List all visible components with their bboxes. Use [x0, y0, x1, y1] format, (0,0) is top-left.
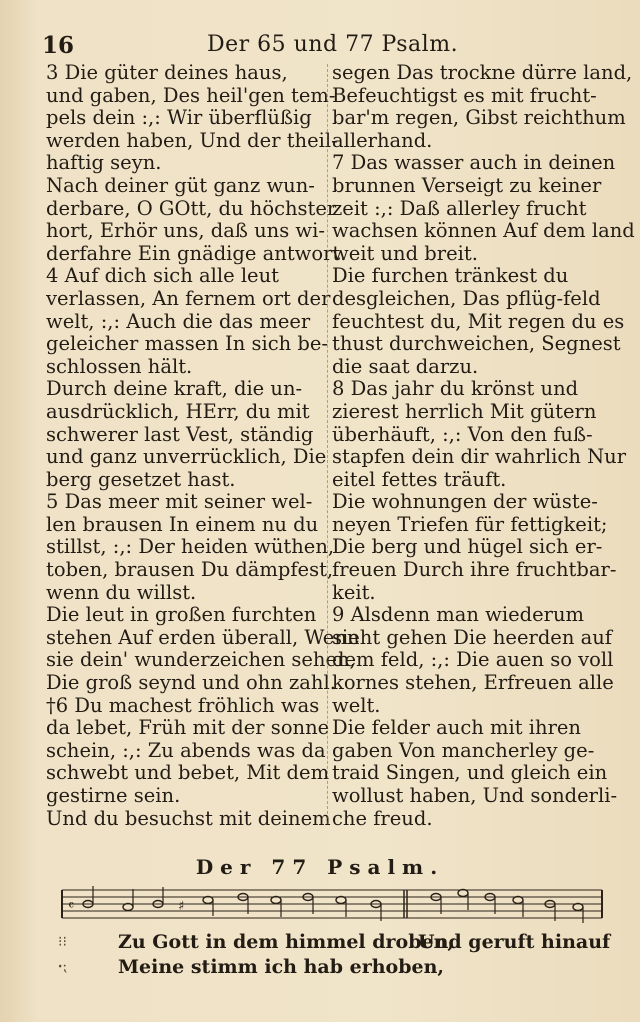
text-line: und gaben, Des heil'gen tem- [46, 83, 336, 107]
lyrics-refrain: Und geruft hinauf [418, 931, 611, 953]
text-line: traid Singen, und gleich ein [332, 761, 608, 785]
text-line: toben, brausen Du dämpfest, [46, 558, 334, 582]
text-line: geleicher massen In sich be- [46, 332, 328, 356]
text-line: welt. [332, 693, 381, 717]
text-line: weit und breit. [332, 241, 478, 265]
text-line: keit. [332, 580, 376, 604]
text-line: schlossen hält. [46, 354, 193, 378]
text-line: desgleichen, Das pflüg-feld [332, 286, 601, 310]
text-line: zierest herrlich Mit gütern [332, 399, 597, 423]
text-line: zeit :,: Daß allerley frucht [332, 196, 587, 220]
text-line: Die furchen tränkest du [332, 264, 569, 288]
text-line: werden haben, Und der theil- [46, 128, 338, 152]
text-line: stillst, :,: Der heiden wüthen, [46, 535, 335, 559]
lyrics-line: Zu Gott in dem himmel droben, [118, 931, 455, 953]
text-line: sie dein' wunderzeichen sehen, [46, 648, 356, 672]
text-line: 3 Die güter deines haus, [46, 61, 288, 84]
text-line: Die leut in großen furchten [46, 603, 317, 627]
hymn-title: Der 77 Psalm. [195, 855, 445, 879]
music-staff [58, 886, 606, 924]
page-number: 16 [42, 32, 75, 59]
text-line: derbare, O GOtt, du höchster [46, 196, 337, 220]
text-line: len brausen In einem nu du [46, 512, 319, 536]
text-line: Und du besuchst mit deinem [46, 806, 331, 830]
lyrics-row [118, 930, 618, 955]
text-line: sieht gehen Die heerden auf [332, 625, 613, 649]
text-line: pels dein :,: Wir überflüßig [46, 106, 312, 130]
text-line: Die felder auch mit ihren [332, 716, 581, 740]
hymn-lyrics [118, 930, 618, 980]
text-line: haftig seyn. [46, 151, 162, 175]
text-line: 4 Auf dich sich alle leut [46, 264, 279, 288]
text-line: ausdrücklich, HErr, du mit [46, 399, 310, 423]
text-line: Nach deiner güt ganz wun- [46, 173, 315, 197]
text-line: bar'm regen, Gibst reichthum [332, 106, 626, 130]
text-line: Die groß seynd und ohn zahl. [46, 671, 336, 695]
page-header [42, 30, 620, 64]
text-line: hort, Erhör uns, daß uns wi- [46, 219, 325, 243]
svg-text:♯: ♯ [178, 899, 185, 914]
text-line: allerhand. [332, 128, 433, 152]
lyrics-row [118, 955, 618, 980]
text-line: berg gesetzet hast. [46, 467, 236, 491]
text-line: 8 Das jahr du krönst und [332, 377, 579, 401]
text-line: feuchtest du, Mit regen du es [332, 309, 625, 333]
text-line: wachsen können Auf dem land [332, 219, 635, 243]
svg-text:𝄴: 𝄴 [68, 898, 75, 914]
text-line: gestirne sein. [46, 784, 181, 807]
text-line: Die berg und hügel sich er- [332, 535, 603, 559]
text-line: wenn du willst. [46, 580, 197, 604]
text-line: segen Das trockne dürre land, [332, 61, 633, 84]
text-line: eitel fettes träuft. [332, 467, 507, 491]
text-line: Durch deine kraft, die un- [46, 377, 303, 401]
text-line: überhäuft, :,: Von den fuß- [332, 422, 593, 446]
text-line: gaben Von mancherley ge- [332, 738, 595, 762]
text-line: derfahre Ein gnädige antwort. [46, 241, 347, 265]
text-line: Die wohnungen der wüste- [332, 490, 598, 514]
text-line: freuen Durch ihre fruchtbar- [332, 558, 617, 582]
text-line: stapfen dein dir wahrlich Nur [332, 445, 627, 469]
column-divider [327, 64, 328, 824]
text-line: und ganz unverrücklich, Die [46, 445, 327, 469]
margin-marks: ⁝⁝ ꞏ⁏ [58, 934, 68, 975]
text-line: schwebt und bebet, Mit dem [46, 761, 330, 785]
text-line: schein, :,: Zu abends was da [46, 738, 326, 762]
text-line: schwerer last Vest, ständig [46, 422, 314, 446]
text-line: wollust haben, Und sonderli- [332, 784, 618, 807]
text-line: verlassen, An fernem ort der [46, 286, 331, 310]
text-line: dem feld, :,: Die auen so voll [332, 648, 614, 672]
lyrics-line: Meine stimm ich hab erhoben, [118, 956, 444, 978]
text-line: †6 Du machest fröhlich was [46, 693, 320, 717]
text-line: welt, :,: Auch die das meer [46, 309, 311, 333]
text-line: Befeuchtigst es mit frucht- [332, 83, 597, 107]
running-title: Der 65 und 77 Psalm. [207, 32, 459, 57]
text-line: kornes stehen, Erfreuen alle [332, 671, 614, 695]
text-line: stehen Auf erden überall, Wenn [46, 625, 360, 649]
text-line: 9 Alsdenn man wiederum [332, 603, 585, 627]
text-line: neyen Triefen für fettigkeit; [332, 512, 608, 536]
text-line: che freud. [332, 806, 433, 830]
text-line: brunnen Verseigt zu keiner [332, 173, 602, 197]
right-column [332, 61, 635, 830]
text-line: 7 Das wasser auch in deinen [332, 151, 616, 175]
text-line: die saat darzu. [332, 354, 479, 378]
text-line: da lebet, Früh mit der sonne [46, 716, 330, 740]
text-line: 5 Das meer mit seiner wel- [46, 490, 313, 514]
text-line: thust durchweichen, Segnest [332, 332, 621, 356]
